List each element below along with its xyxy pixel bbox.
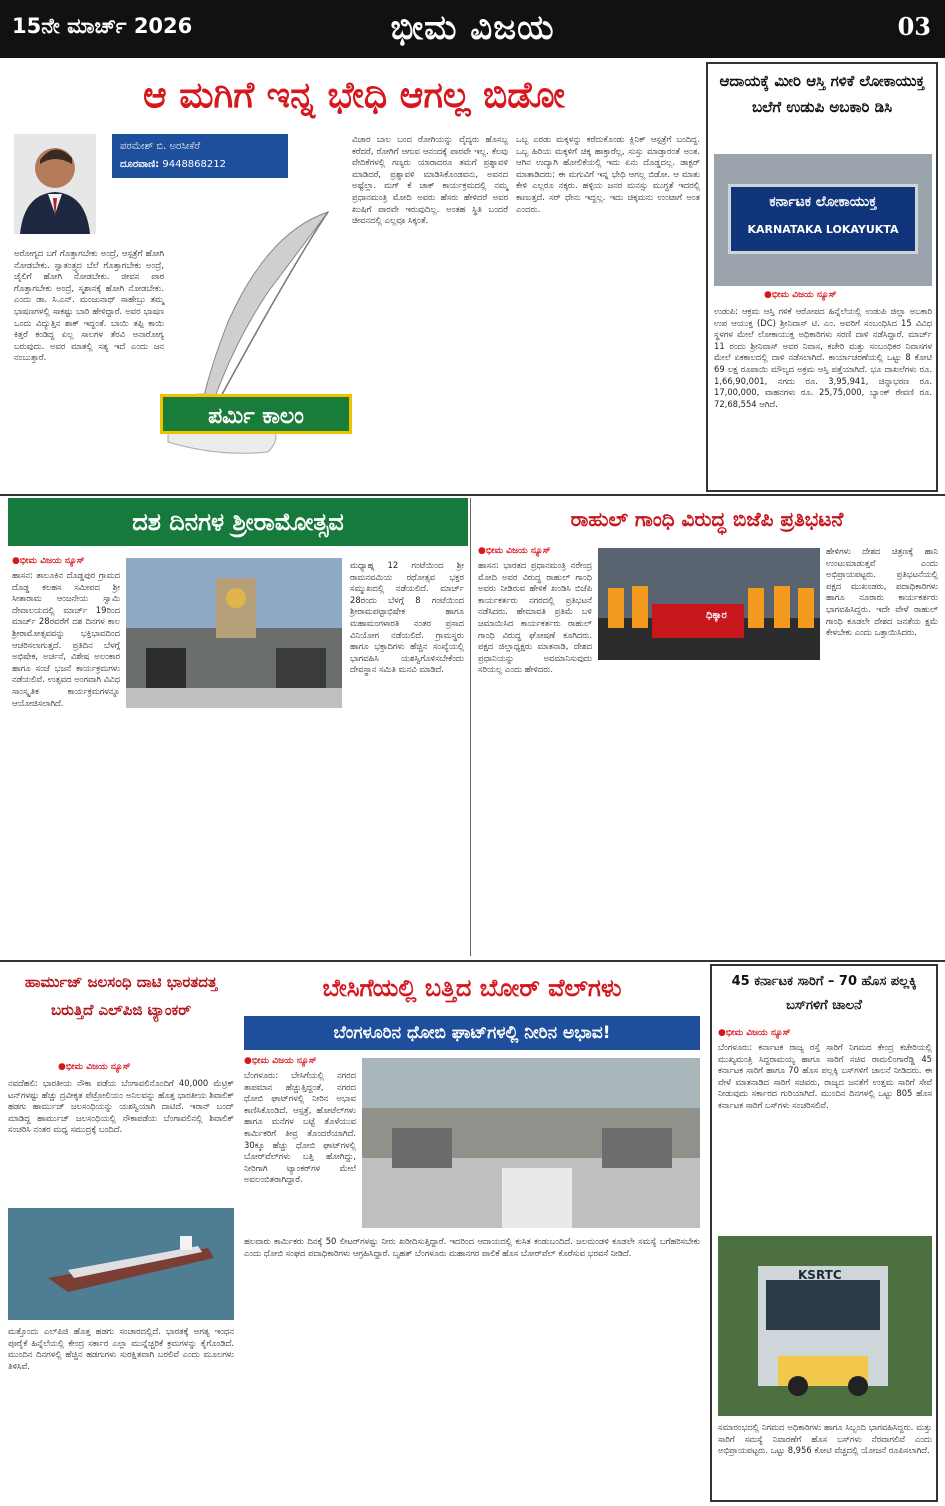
- borewell-story: [240, 964, 704, 1502]
- lokayukta-sign-photo: [714, 154, 932, 286]
- bus-text-col2: ಸಮಾರಂಭದಲ್ಲಿ ನಿಗಮದ ಅಧಿಕಾರಿಗಳು ಹಾಗೂ ಸಿಬ್ಬಂದಿ ಭಾಗವಹಿಸಿದ್ದರು. ಮತ್ತು ಸಾರಿಗೆ ಸಮಸ್ಯೆ ನಿವಾರಣೆಗೆ ಹೊಸ ಬಸ್‌ಗಳು ನೆರವಾಗಲಿವೆ ಎಂದು ಅಭಿಪ್ರಾಯಪಟ್ಟರು. ಒಟ್ಟು 8,956 ಕೋಟಿ ವೆಚ್ಚದಲ್ಲಿ ಯೋಜನೆ ರೂಪಿಸಲಾಗಿದೆ.: [718, 1422, 932, 1456]
- author-name: ಪರಮೇಶ್ ಬಿ. ಅರಸೀಕೆರೆ: [120, 141, 201, 152]
- borewell-text-col2: ಹಲವಾರು ಕಾರ್ಮಿಕರು ದಿನಕ್ಕೆ 50 ಲೀಟರ್‌ಗಳಷ್ಟು ನೀರು ಖರೀದಿಸುತ್ತಿದ್ದಾರೆ. ಇದರಿಂದ ಆದಾಯದಲ್ಲಿ ಕುಸಿತ ಕಂಡುಬಂದಿದೆ. ಜಲಮಂಡಳಿ ಕೂಡಲೇ ಸಮಸ್ಯೆ ಬಗೆಹರಿಸಬೇಕು ಎಂದು ಧೋಬಿ ಸಂಘದ ಪದಾಧಿಕಾರಿಗಳು ಆಗ್ರಹಿಸಿದ್ದಾರೆ. ಬೃಹತ್ ಬೆಂಗಳೂರು ಮಹಾನಗರ ಪಾಲಿಕೆ ಹೊಸ ಬೋರ್‌ವೆಲ್ ಕೊರೆಸುವ ಭರವಸೆ ನೀಡಿದೆ.: [244, 1236, 700, 1258]
- borewell-byline: ● ಭೀಮ ವಿಜಯ ನ್ಯೂಸ್: [244, 1056, 317, 1066]
- temple-gate-icon: [126, 558, 342, 708]
- lokayukta-text: ಉಡುಪಿ: ಆಕ್ರಮ ಆಸ್ತಿ ಗಳಿಕೆ ಆರೋಪದ ಹಿನ್ನೆಲೆಯಲ್ಲಿ ಉಡುಪಿ ಜಿಲ್ಲಾ ಅಬಕಾರಿ ಉಪ ಆಯುಕ್ತ (DC) ಶ್ರೀನಿವಾಸ್ ಟಿ. ಎಂ. ಅವರಿಗೆ ಸಂಬಂಧಿಸಿದ 15 ವಿವಿಧ ಸ್ಥಳಗಳ ಮೇಲೆ ಲೋಕಾಯುಕ್ತ ಅಧಿಕಾರಿಗಳು ಸರಣಿ ದಾಳಿ ನಡೆಸಿದ್ದಾರೆ. ಮಾರ್ಚ್ 11 ರಂದು ಶ್ರೀನಿವಾಸ್ ಅವರ ನಿವಾಸ, ಕಚೇರಿ ಮತ್ತು ಸಂಬಂಧಿಕರ ನಿವಾಸಗಳ ಮೇಲೆ ಏಕಕಾಲದಲ್ಲಿ ದಾಳಿ ನಡೆಸಲಾಗಿದೆ. ಕಾರ್ಯಾಚರಣೆಯಲ್ಲಿ ಒಟ್ಟು 8 ಕೋಟಿ 69 ಲಕ್ಷ ರೂಪಾಯಿ ಮೌಲ್ಯದ ಅಕ್ರಮ ಆಸ್ತಿ ಪತ್ತೆಯಾಗಿದೆ. ಭೂ ದಾಖಲೆಗಳು ರೂ. 1,66,90,001, ನಗದು ರೂ. 3,95,941, ಚಿನ್ನಾಭರಣ ರೂ. 17,00,000, ವಾಹನಗಳು ರೂ. 25,75,000, ಬ್ಯಾಂಕ್ ಠೇವಣಿ ರೂ. 72,68,554 ಆಗಿದೆ.: [714, 306, 932, 409]
- page-number: 03: [897, 12, 931, 41]
- hormuz-story: [8, 964, 234, 1502]
- protest-text-col1: ಹಾಸನ: ಭಾರತದ ಪ್ರಧಾನಮಂತ್ರಿ ನರೇಂದ್ರ ಮೋದಿ ಅವರ ವಿರುದ್ಧ ರಾಹುಲ್ ಗಾಂಧಿ ಅವರು ನೀಡಿರುವ ಹೇಳಿಕೆ ಖಂಡಿಸಿ ಬಿಜೆಪಿ ಕಾರ್ಯಕರ್ತರು ನಗರದಲ್ಲಿ ಪ್ರತಿಭಟನೆ ನಡೆಸಿದರು. ಹೇಮಾವತಿ ಪ್ರತಿಮೆ ಬಳಿ ಜಮಾಯಿಸಿದ ಕಾರ್ಯಕರ್ತರು ರಾಹುಲ್ ಗಾಂಧಿ ವಿರುದ್ಧ ಘೋಷಣೆ ಕೂಗಿದರು. ಪಕ್ಷದ ಜಿಲ್ಲಾಧ್ಯಕ್ಷರು ಮಾತನಾಡಿ, ದೇಶದ ಪ್ರಧಾನಿಯನ್ನು ಅವಮಾನಿಸುವುದು ಸರಿಯಲ್ಲ ಎಂದು ಹೇಳಿದರು.: [478, 560, 592, 675]
- bus-story: [710, 964, 938, 1502]
- lokayukta-headline: ಆದಾಯಕ್ಕೆ ಮೀರಿ ಆಸ್ತಿ ಗಳಿಕೆ ಲೋಕಾಯುಕ್ತ ಬಲೆಗೆ ಉಡುಪಿ ಅಬಕಾರಿ ಡಿಸಿ: [719, 72, 925, 116]
- dhobi-ghat-photo: [362, 1058, 700, 1228]
- ramotsava-byline: ● ಭೀಮ ವಿಜಯ ನ್ಯೂಸ್: [12, 556, 85, 566]
- bus-icon: [718, 1236, 932, 1416]
- lead-text-col2: ವಿಚಾರ ಬಾಲ ಬಂದ ರೋಗಿಯನ್ನು ವೈದ್ಯರು ಹೊಸಬ್ಬ ಕರೆದರೆ, ರೋಗಿಗೆ ಆಗುವ ಆನಂದಕ್ಕೆ ಪಾರವೇ ಇಲ್ಲ. ಕೆಲವು ವೇದಿಕೆಗಳಲ್ಲಿ ಗಣ್ಯರು ಯಾರಾದರೂ ತಮಗೆ ಪ್ರಶ್ನಾವಳಿ ಮಾಡಿದರೆ, ಪ್ರಶ್ನಾವಳಿ ಮಾಡಿಸಿಕೊಂಡವನು, ಅವನದ ಅಷ್ಟೆಲ್ಲಾ. ಮಗ್ ಕೆ ಚಾಕ್ ಕಾರ್ಯಕ್ರಮದಲ್ಲಿ ನಮ್ಮ ಪ್ರಧಾನಮಂತ್ರಿ ಮೋದಿ ಅವರು ಹೆಸರು ಹೇಳಿದರೆ ಅವರ ಖುಷಿಗೆ ಪಾರವೇ ಇರುವುದಿಲ್ಲ. ಅಂತಹ ಸ್ಥಿತಿ ಬಂದರೆ ಜೀವನದಲ್ಲಿ ಎಲ್ಲವೂ ಸಿಕ್ಕಂತೆ.: [352, 134, 508, 226]
- divider-2: [0, 960, 945, 962]
- ship-icon: [8, 1208, 234, 1320]
- lead-story: [8, 62, 700, 492]
- borewell-text-col1: ಬೆಂಗಳೂರು: ಬೇಸಿಗೆಯಲ್ಲಿ ನಗರದ ತಾಪಮಾನ ಹೆಚ್ಚುತ್ತಿದ್ದಂತೆ, ನಗರದ ಧೋಬಿ ಘಾಟ್‌ಗಳಲ್ಲಿ ನೀರಿನ ಅಭಾವ ಕಾಣಿಸಿಕೊಂಡಿದೆ. ಆಸ್ಪತ್ರೆ, ಹೋಟೆಲ್‌ಗಳು ಹಾಗೂ ಮನೆಗಳ ಬಟ್ಟೆ ತೊಳೆಯುವ ಕಾರ್ಮಿಕರಿಗೆ ತೀವ್ರ ತೊಂದರೆಯಾಗಿದೆ. 30ಕ್ಕೂ ಹೆಚ್ಚು ಧೋಬಿ ಘಾಟ್‌ಗಳಲ್ಲಿ ಬೋರ್‌ವೆಲ್‌ಗಳು ಬತ್ತಿ ಹೋಗಿದ್ದು, ನೀರಿಗಾಗಿ ಟ್ಯಾಂಕರ್‌ಗಳ ಮೇಲೆ ಅವಲಂಬಿತರಾಗಿದ್ದಾರೆ.: [244, 1070, 356, 1185]
- lokayukta-story: [706, 62, 938, 492]
- divider-1: [0, 494, 945, 496]
- ramotsava-story: [8, 498, 468, 958]
- protest-crowd-icon: [598, 548, 820, 660]
- author-photo: [14, 134, 96, 234]
- author-info: [112, 134, 288, 178]
- hormuz-text-col2: ಮತ್ತೊಂದು ಎಲ್‌ಪಿಜಿ ಹೊತ್ತ ಹಡಗು ಸಂಚಾರದಲ್ಲಿದೆ. ಭಾರತಕ್ಕೆ ಅಗತ್ಯ ಇಂಧನ ಪೂರೈಕೆ ಹಿನ್ನೆಲೆಯಲ್ಲಿ ಕೇಂದ್ರ ಸರ್ಕಾರ ಎಲ್ಲಾ ಮುನ್ನೆಚ್ಚರಿಕೆ ಕ್ರಮಗಳನ್ನು ಕೈಗೊಂಡಿದೆ. ಮುಂದಿನ ದಿನಗಳಲ್ಲಿ ಹೆಚ್ಚಿನ ಹಡಗುಗಳು ಸುರಕ್ಷಿತವಾಗಿ ಬರಲಿವೆ ಎಂದು ಮೂಲಗಳು ತಿಳಿಸಿವೆ.: [8, 1326, 234, 1371]
- sign-text-kannada: ಕರ್ನಾಟಕ ಲೋಕಾಯುಕ್ತ: [769, 194, 877, 210]
- sign-text-english: KARNATAKA LOKAYUKTA: [747, 223, 899, 236]
- protest-photo: [598, 548, 820, 660]
- lead-text-col1: ಅರೋಗ್ಯದ ಬಗೆ ಗೊತ್ತಾಗಬೇಕು ಅಂದ್ರೆ, ಆಸ್ಪತ್ರೆಗೆ ಹೋಗಿ ನೋಡಬೇಕು. ಸ್ವಾತಂತ್ರ್ಯದ ಬೆಲೆ ಗೊತ್ತಾಗಬೇಕು ಅಂದ್ರೆ, ಜೈಲಿಗೆ ಹೋಗಿ ನೋಡಬೇಕು. ಜೀವನ ಪಾಠ ಗೊತ್ತಾಗಬೇಕು ಅಂದ್ರೆ, ಸ್ಮಶಾನಕ್ಕೆ ಹೋಗಿ ನೋಡಬೇಕು. ಎಂದು ಡಾ. ಸಿ.ಎನ್. ಮಂಜುನಾಥ್ ಸಾಹೇಬ್ರು ತಮ್ಮ ಭಾಷಣಗಳಲ್ಲಿ ಸಾಕಷ್ಟು ಬಾರಿ ಹೇಳಿದ್ದಾರೆ. ಅವರ ಭಾಷಣ ಒಂದು ವಿದ್ಯುತ್ತಿನ ಶಾಕ್ ಇದ್ದಂತೆ. ಬಾಯಿ ತಪ್ಪಿ ಕಾಯಿ ಕಿತ್ತರೆ ಕಂಡಿದ್ದ ಏಲ್ಲ ಸಾಲಗಳ ತೆರವಿ ಅನಾರೋಗ್ಯ ಬರುವುದು. ಅವರ ಮಾತಲ್ಲಿ ಸತ್ಯ ಇದೆ ಎಂದು ಜನ ನಂಬುತ್ತಾರೆ.: [14, 248, 164, 363]
- issue-date: 15ನೇ ಮಾರ್ಚ್ 2026: [12, 14, 193, 38]
- hormuz-text-col1: ನವದೆಹಲಿ: ಭಾರತೀಯ ನೌಕಾ ಪಡೆಯ ಬೆಂಗಾವಲಿನೊಂದಿಗೆ 40,000 ಮೆಟ್ರಿಕ್ ಟನ್‌ಗಳಷ್ಟು ಹೆಚ್ಚು ದ್ರವೀಕೃತ ಪೆಟ್ರೋಲಿಯಂ ಅನಿಲವನ್ನು ಹೊತ್ತ ಭಾರತೀಯ ಶಿವಾಲಿಕ್ ಹಡಗು ಹಾರ್ಮುಜ್ ಜಲಸಂಧಿಯನ್ನು ಯಶಸ್ವಿಯಾಗಿ ದಾಟಿದೆ. ಇರಾನ್ ಬಂದ್ ಮಾಡಿದ್ದ ಹಾರ್ಮುಜ್ ಜಲಸಂಧಿಯಲ್ಲಿ ನೌಕಾಪಡೆಯ ಬೆಂಗಾವಲಿನಲ್ಲಿ ಶಿವಾಲಿಕ್ ಸಂಚರಿಸಿ ನಂತರ ಮಧ್ಯ ಸಮುದ್ರಕ್ಕೆ ಬಂದಿದೆ.: [8, 1078, 234, 1135]
- lead-headline: ಆ ಮಗಿಗೆ ಇನ್ನ ಭೇಧಿ ಆಗಲ್ಲ ಬಿಡೋ: [143, 75, 565, 116]
- newspaper-title: ಭೀಮ ವಿಜಯ: [390, 8, 555, 48]
- bus-headline: 45 ಕರ್ನಾಟಕ ಸಾರಿಗೆ – 70 ಹೊಸ ಪಲ್ಲಕ್ಕಿ ಬಸ್‌ಗಳಿಗೆ ಚಾಲನೆ: [731, 974, 917, 1013]
- divider-middle: [470, 498, 471, 956]
- masthead: [0, 0, 945, 58]
- ramotsava-text-col1: ಹಾಸನ: ತಾಲೂಕಿನ ದೊಡ್ಡಪುರ ಗ್ರಾಮದ ದೊಡ್ಡ ಕಲಹಸ ಸಮೀಪದ ಶ್ರೀ ಸೀತಾರಾಮ ಆಂಜನೇಯ ಸ್ವಾಮಿ ದೇವಾಲಯದಲ್ಲಿ ಮಾರ್ಚ್ 19ರಿಂದ ಮಾರ್ಚ್ 28ರವರೆಗೆ ದಶ ದಿನಗಳ ಕಾಲ ಶ್ರೀರಾಮೋತ್ಸವವನ್ನು ಭಕ್ತಿಭಾವದಿಂದ ಆಚರಿಸಲಾಗುತ್ತದೆ. ಪ್ರತಿದಿನ ಬೆಳಗ್ಗೆ ಅಭಿಷೇಕ, ಅರ್ಚನೆ, ವಿಶೇಷ ಅಲಂಕಾರ ಹಾಗೂ ಸಂಜೆ ಭಜನೆ ಕಾರ್ಯಕ್ರಮಗಳು ನಡೆಯಲಿವೆ. ಉತ್ಸವದ ಅಂಗವಾಗಿ ವಿವಿಧ ಸಾಂಸ್ಕೃತಿಕ ಕಾರ್ಯಕ್ರಮಗಳನ್ನೂ ಆಯೋಜಿಸಲಾಗಿದೆ.: [12, 570, 120, 708]
- column-badge: ಪರ್ಮಿ ಕಾಲಂ: [160, 394, 352, 434]
- ramotsava-text-col2: ಮಧ್ಯಾಹ್ನ 12 ಗಂಟೆಯಿಂದ ಶ್ರೀ ರಾಮನವಮಿಯ ರಥೋತ್ಸವ ಭಕ್ತರ ಸಮ್ಮುಖದಲ್ಲಿ ನಡೆಯಲಿದೆ. ಮಾರ್ಚ್ 28ರಂದು ಬೆಳಗ್ಗೆ 8 ಗಂಟೆಯಿಂದ ಶ್ರೀರಾಮಪಟ್ಟಾಭಿಷೇಕ ಹಾಗೂ ಮಹಾಮಂಗಳಾರತಿ ನಂತರ ಪ್ರಸಾದ ವಿನಿಯೋಗ ನಡೆಯಲಿದೆ. ಗ್ರಾಮಸ್ಥರು ಹಾಗೂ ಭಕ್ತಾದಿಗಳು ಹೆಚ್ಚಿನ ಸಂಖ್ಯೆಯಲ್ಲಿ ಭಾಗವಹಿಸಿ ಯಶಸ್ವಿಗೊಳಿಸಬೇಕೆಂದು ದೇವಸ್ಥಾನ ಸಮಿತಿ ಮನವಿ ಮಾಡಿದೆ.: [350, 560, 464, 675]
- bus-photo: [718, 1236, 932, 1416]
- author-portrait-icon: [14, 134, 96, 234]
- protest-story: [474, 498, 940, 958]
- bus-text-col1: ಬೆಂಗಳೂರು: ಕರ್ನಾಟಕ ರಾಜ್ಯ ರಸ್ತೆ ಸಾರಿಗೆ ನಿಗಮದ ಕೇಂದ್ರ ಕಚೇರಿಯಲ್ಲಿ ಮುಖ್ಯಮಂತ್ರಿ ಸಿದ್ದರಾಮಯ್ಯ ಹಾಗೂ ಸಾರಿಗೆ ಸಚಿವ ರಾಮಲಿಂಗಾರೆಡ್ಡಿ 45 ಕರ್ನಾಟಕ ಸಾರಿಗೆ ಹಾಗೂ 70 ಹೊಸ ಪಲ್ಲಕ್ಕಿ ಬಸ್‌ಗಳಿಗೆ ಚಾಲನೆ ನೀಡಿದರು. ಈ ವೇಳೆ ಮಾತನಾಡಿದ ಸಾರಿಗೆ ಸಚಿವರು, ರಾಜ್ಯದ ಜನತೆಗೆ ಉತ್ತಮ ಸಾರಿಗೆ ಸೇವೆ ನೀಡುವುದು ಸರ್ಕಾರದ ಗುರಿಯಾಗಿದೆ. ಮುಂದಿನ ದಿನಗಳಲ್ಲಿ ಒಟ್ಟು 805 ಹೊಸ ಕರ್ನಾಟಕ ಸಾರಿಗೆ ಬಸ್‌ಗಳು ಸಂಚರಿಸಲಿವೆ.: [718, 1042, 932, 1110]
- bus-label: KSRTC: [798, 1268, 842, 1282]
- temple-photo: [126, 558, 342, 708]
- dhobi-ghat-icon: [362, 1058, 700, 1228]
- borewell-headline: ಬೇಸಿಗೆಯಲ್ಲಿ ಬತ್ತಿದ ಬೋರ್ ವೆಲ್‌ಗಳು: [322, 974, 622, 1002]
- protest-banner: ಧಿಕ್ಕಾರ: [706, 610, 727, 621]
- phone-number: 9448868212: [162, 159, 226, 170]
- phone-label: ದೂರವಾಣಿ:: [120, 159, 160, 170]
- protest-byline: ● ಭೀಮ ವಿಜಯ ನ್ಯೂಸ್: [478, 546, 551, 556]
- borewell-subheadline: ಬೆಂಗಳೂರಿನ ಧೋಬಿ ಘಾಟ್‌ಗಳಲ್ಲಿ ನೀರಿನ ಅಭಾವ!: [244, 1016, 700, 1050]
- hormuz-headline: ಹಾರ್ಮುಜ್ ಜಲಸಂಧಿ ದಾಟಿ ಭಾರತದತ್ತ ಬರುತ್ತಿದೆ ಎಲ್‌ಪಿಜಿ ಟ್ಯಾಂಕರ್: [24, 973, 218, 1019]
- lokayukta-byline: ● ಭೀಮ ವಿಜಯ ನ್ಯೂಸ್: [764, 290, 837, 300]
- protest-text-col2: ಹೇಳಿಗಳು ದೇಶದ ಚಿತ್ರಣಕ್ಕೆ ಹಾನಿ ಉಂಟುಮಾಡುತ್ತವೆ ಎಂದು ಅಭಿಪ್ರಾಯಪಟ್ಟರು. ಪ್ರತಿಭಟನೆಯಲ್ಲಿ ಪಕ್ಷದ ಮುಖಂಡರು, ಪದಾಧಿಕಾರಿಗಳು ಹಾಗೂ ನೂರಾರು ಕಾರ್ಯಕರ್ತರು ಭಾಗವಹಿಸಿದ್ದರು. ಇದೇ ವೇಳೆ ರಾಹುಲ್ ಗಾಂಧಿ ಕೂಡಲೇ ದೇಶದ ಜನತೆಯ ಕ್ಷಮೆ ಕೇಳಬೇಕು ಎಂದು ಒತ್ತಾಯಿಸಿದರು.: [826, 546, 938, 638]
- ramotsava-headline: ದಶ ದಿನಗಳ ಶ್ರೀರಾಮೋತ್ಸವ: [8, 498, 468, 546]
- lead-text-col3: ಒಬ್ಬ ಎರಡು ಮಕ್ಕಳನ್ನು ಕರೆದುಕೊಂಡು ಕ್ಲಿನಿಕ್ ಆಸ್ಪತ್ರೆಗೆ ಬಂದಿದ್ದ. ಒಬ್ಬ ಹಿರಿಯ ಮಕ್ಕಳಿಗೆ ಚಿಕ್ಕ ಹಾಕ್ತಾರೆಲ್ಲ, ಸುಸ್ತು ಮಾಡ್ತಾರಂತೆ ಅಂತ. ಆಗಿನ ಉದ್ಯಾಗಿ ಹೋಲಿಕೆಯಲ್ಲಿ ಇದು ಏನು ದೊಡ್ಡದಲ್ಲ. ಡಾಕ್ಟರ್ ಮಾತಾಡಿದರು: ಈ ಮಗುವಿಗೆ ಇನ್ನ ಭೇಧಿ ಆಗಲ್ಲ ಬಿಡೋ. ಆ ಮಾತು ಕೇಳಿ ಎಲ್ಲರೂ ನಕ್ಕರು. ಹಳ್ಳಿಯ ಜನರ ಮನಸ್ಸು ಮುಗ್ಧತೆ ಇದರಲ್ಲಿ ಕಾಣುತ್ತದೆ. ಸರ್ ಧೇನು ಇದ್ದಲ್ಲ. ಇದು ಚಿಕ್ಕಮನು ಉಂಟಾಗೆ ಅಂತ ಎಂದರು.: [516, 134, 700, 214]
- protest-headline: ರಾಹುಲ್ ಗಾಂಧಿ ವಿರುದ್ಧ ಬಿಜೆಪಿ ಪ್ರತಿಭಟನೆ: [570, 507, 844, 531]
- hormuz-byline: ● ಭೀಮ ವಿಜಯ ನ್ಯೂಸ್: [58, 1062, 131, 1072]
- bus-byline: ● ಭೀಮ ವಿಜಯ ನ್ಯೂಸ್: [718, 1028, 791, 1038]
- tanker-photo: [8, 1208, 234, 1320]
